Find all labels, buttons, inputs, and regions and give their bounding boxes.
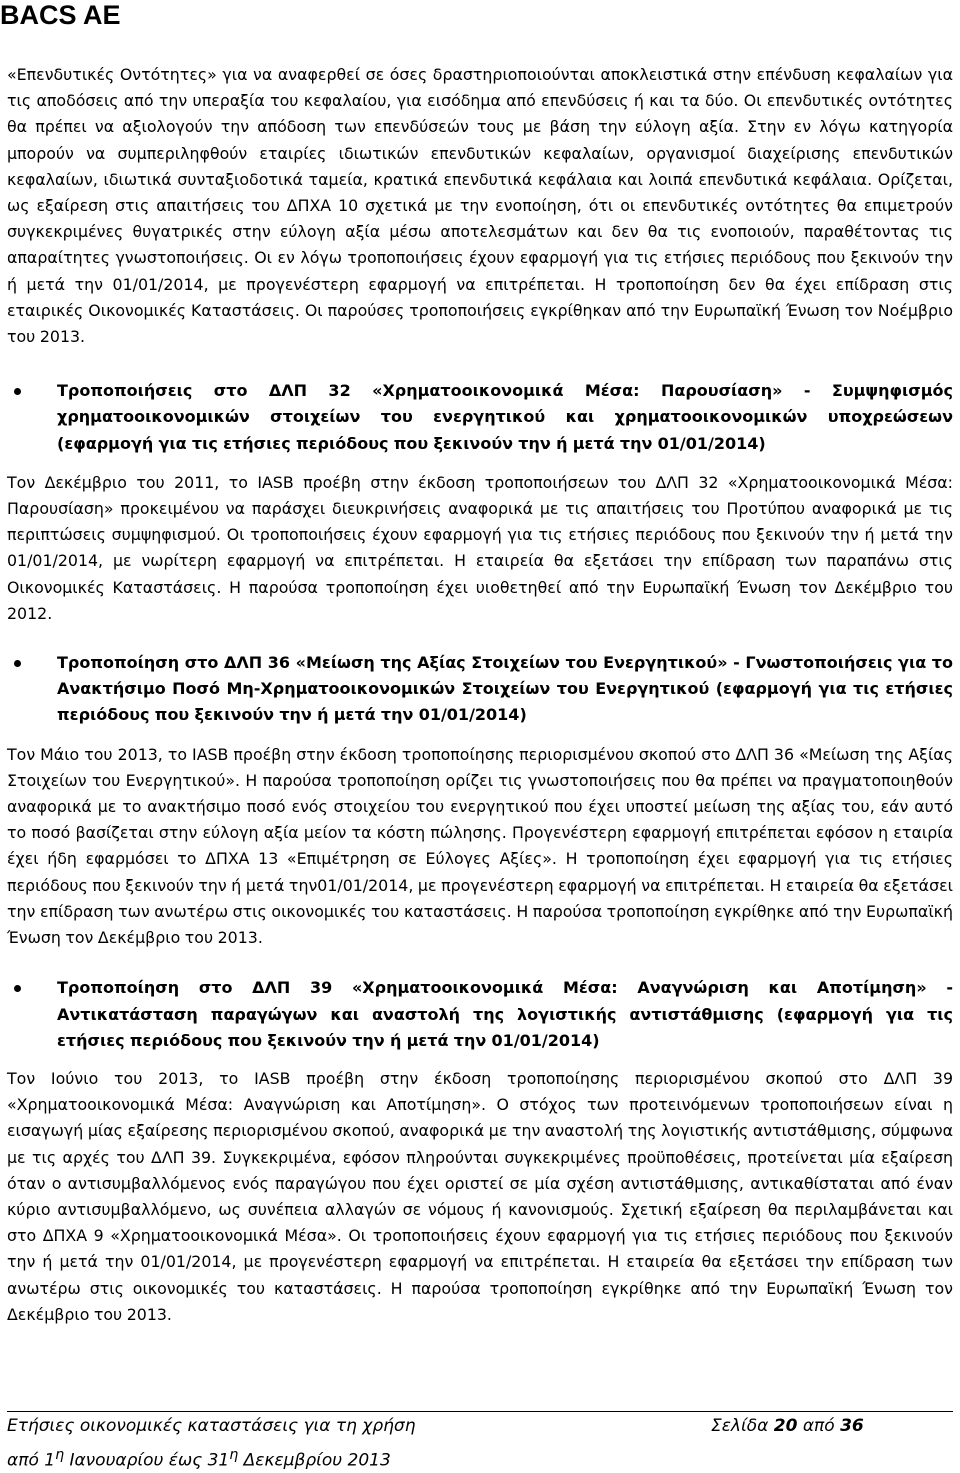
bullet-icon [14, 985, 21, 992]
page-number-current: 20 [773, 1416, 798, 1436]
paragraph-investment-entities: «Επενδυτικές Οντότητες» για να αναφερθεί σε όσες δραστηριοποιούνται αποκλειστικά στην επένδυση κεφαλαίων για τις αποδόσεις από την υπεραξία του κεφαλαίου, για εισόδημα από επενδύσεις ή και τα δύο. Οι επενδυτικές οντότητες θα πρέπει να αξιολογούν την απόδοση των επενδύσεών τους με βάση την εύλογη αξία. Στην εν λόγω κατηγορία μπορούν να συμπεριληφθούν εταιρίες ιδιωτικών επενδυτικών κεφαλαίων, οργανισμοί διαχείρισης επενδυτικών κεφαλαίων, ιδιωτικά συνταξιοδοτικά ταμεία, κρατικά επενδυτικά κεφάλαια και λοιπά επενδυτικά κεφάλαια. Ορίζεται, ως εξαίρεση στις απαιτήσεις του ΔΠΧΑ 10 σχετικά με την ενοποίηση, ότι οι επενδυτικές οντότητες θα επιμετρούν συγκεκριμένες θυγατρικές στην εύλογη αξία μέσω αποτελεσμάτων και δεν θα τις ενοποιούν, παραθέτοντας τις απαραίτητες γνωστοποιήσεις. Οι εν λόγω τροποποιήσεις έχουν εφαρμογή για τις ετήσιες περιόδους που ξεκινούν την ή μετά την 01/01/2014, με προγενέστερη εφαρμογή να επιτρέπεται. Η τροποποίηση δεν θα έχει επίδραση στις εταιρικές Οικονομικές Καταστάσεις. Οι παρούσες τροποποιήσεις εγκρίθηκαν από την Ευρωπαϊκή Ένωση τον Νοέμβριο του 2013. [7, 65, 953, 347]
footer-period-mid: Ιανουαρίου έως 31 [64, 1450, 230, 1471]
paragraph-ias32: Τον Δεκέμβριο του 2011, το IASB προέβη στην έκδοση τροποποιήσεων του ΔΛΠ 32 «Χρηματοοικονομικά Μέσα: Παρουσίαση» προκειμένου να παράσχει διευκρινήσεις αναφορικά με τις απαιτήσεις του Προτύπου αναφορικά με τις περιπτώσεις συμψηφισμού. Οι τροποποιήσεις έχουν εφαρμογή για τις ετήσιες περιόδους που ξεκινούν την ή μετά την 01/01/2014, με νωρίτερη εφαρμογή να επιτρέπεται. Η εταιρεία θα εξετάσει την επίδραση των παραπάνω στις Οικονομικές Καταστάσεις. Η παρούσα τροποποίηση έχει υιοθετηθεί από την Ευρωπαϊκή Ένωση τον Δεκέμβριο του 2012. [7, 472, 953, 623]
paragraph-ias36: Τον Μάιο του 2013, το IASB προέβη στην έκδοση τροποποίησης περιορισμένου σκοπού στο ΔΛΠ 36 «Μείωση της Αξίας Στοιχείων του Ενεργητικού». Η παρούσα τροποποίηση ορίζει τις γνωστοποιήσεις που θα πρέπει να πραγματοποιηθούν αναφορικά με το ανακτήσιμο ποσό ενός στοιχείου του ενεργητικού που έχει υποστεί μείωση της αξίας του, εάν αυτό το ποσό βασίζεται στην εύλογη αξία μείον τα κόστη πώλησης. Προγενέστερη εφαρμογή επιτρέπεται εφόσον η εταιρία έχει ήδη εφαρμόσει το ΔΠΧΑ 13 «Επιμέτρηση σε Εύλογες Αξίες». Η τροποποίηση έχει εφαρμογή για τις ετήσιες περιόδους που ξεκινούν την ή μετά την01/01/2014, με προγενέστερη εφαρμογή να επιτρέπεται. Η εταιρεία θα εξετάσει την επίδραση των ανωτέρω στις οικονομικές του καταστάσεις. Η παρούσα τροποποίηση εγκρίθηκε από την Ευρωπαϊκή Ένωση τον Δεκέμβριο του 2013. [7, 744, 953, 948]
bullet-title-ias39: Τροποποίηση στο ΔΛΠ 39 «Χρηματοοικονομικά Μέσα: Αναγνώριση και Αποτίμηση» - Αντικατάσταση παραγώγων και αναστολή της λογιστικής αντιστάθμισης (εφαρμογή για τις ετήσιες περιόδους που ξεκινούν την ή μετά την 01/01/2014) [57, 978, 953, 1050]
footer-period-sup2: η [229, 1447, 239, 1463]
footer-statement-title: Ετήσιες οικονομικές καταστάσεις για τη χρήση [7, 1416, 416, 1436]
bullet-title-ias32: Τροποποιήσεις στο ΔΛΠ 32 «Χρηματοοικονομικά Μέσα: Παρουσίαση» - Συμψηφισμός χρηματοοικονομικών στοιχείων του ενεργητικού και χρηματοοικονομικών υποχρεώσεων (εφαρμογή για τις ετήσιες περιόδους που ξεκινούν την ή μετά την 01/01/2014) [57, 381, 953, 453]
bullet-ias39 [7, 975, 953, 1054]
footer-divider [7, 1411, 953, 1412]
footer-period [7, 1443, 391, 1473]
bullet-icon [14, 660, 21, 667]
footer-period-sup1: η [55, 1447, 65, 1463]
bullet-icon [14, 388, 21, 395]
company-name: BACS AE [0, 0, 121, 30]
page-number [711, 1414, 864, 1438]
bullet-title-ias36: Τροποποίηση στο ΔΛΠ 36 «Μείωση της Αξίας Στοιχείων του Ενεργητικού» - Γνωστοποιήσεις για το Ανακτήσιμο Ποσό Μη-Χρηματοοικονομικών Στοιχείων του Ενεργητικού (εφαρμογή για τις ετήσιες περιόδους που ξεκινούν την ή μετά την 01/01/2014) [57, 653, 953, 725]
paragraph-ias39: Τον Ιούνιο του 2013, το IASB προέβη στην έκδοση τροποποίησης περιορισμένου σκοπού στο ΔΛΠ 39 «Χρηματοοικονομικά Μέσα: Αναγνώριση και Αποτίμηση». Ο στόχος των προτεινόμενων τροποποιήσεων είναι η εισαγωγή μίας εξαίρεσης περιορισμένου σκοπού, αναφορικά με την αναστολή της λογιστικής αντιστάθμισης, σύμφωνα με τις αρχές του ΔΛΠ 39. Συγκεκριμένα, εφόσον πληρούνται συγκεκριμένες προϋποθέσεις, προτείνεται μία εξαίρεση όταν ο αντισυμβαλλόμενος ενός παραγώγου που έχει οριστεί σε μία σχέση αντιστάθμισης, αντικαθίσταται από έναν κύριο αντισυμβαλλόμενο, ως συνέπεια αλλαγών σε νόμους ή κανονισμούς. Σχετική εξαίρεση θα περιλαμβάνεται και στο ΔΠΧΑ 9 «Χρηματοοικονομικά Μέσα». Οι τροποποιήσεις έχουν εφαρμογή για τις ετήσιες περιόδους που ξεκινούν την ή μετά την 01/01/2014, με προγενέστερη εφαρμογή να επιτρέπεται. Η εταιρεία θα εξετάσει την επίδραση των ανωτέρω στις οικονομικές του καταστάσεις. Η παρούσα τροποποίηση εγκρίθηκε από την Ευρωπαϊκή Ένωση τον Δεκέμβριο του 2013. [7, 1068, 953, 1324]
bullet-ias32 [7, 378, 953, 457]
page-number-prefix: Σελίδα [711, 1416, 774, 1436]
document-body [7, 62, 953, 1328]
footer-period-suffix: Δεκεμβρίου 2013 [238, 1450, 391, 1471]
footer-period-prefix: από 1 [7, 1450, 56, 1471]
page-number-total: 36 [840, 1416, 864, 1436]
bullet-ias36 [7, 650, 953, 729]
page-number-mid: από [797, 1416, 841, 1436]
